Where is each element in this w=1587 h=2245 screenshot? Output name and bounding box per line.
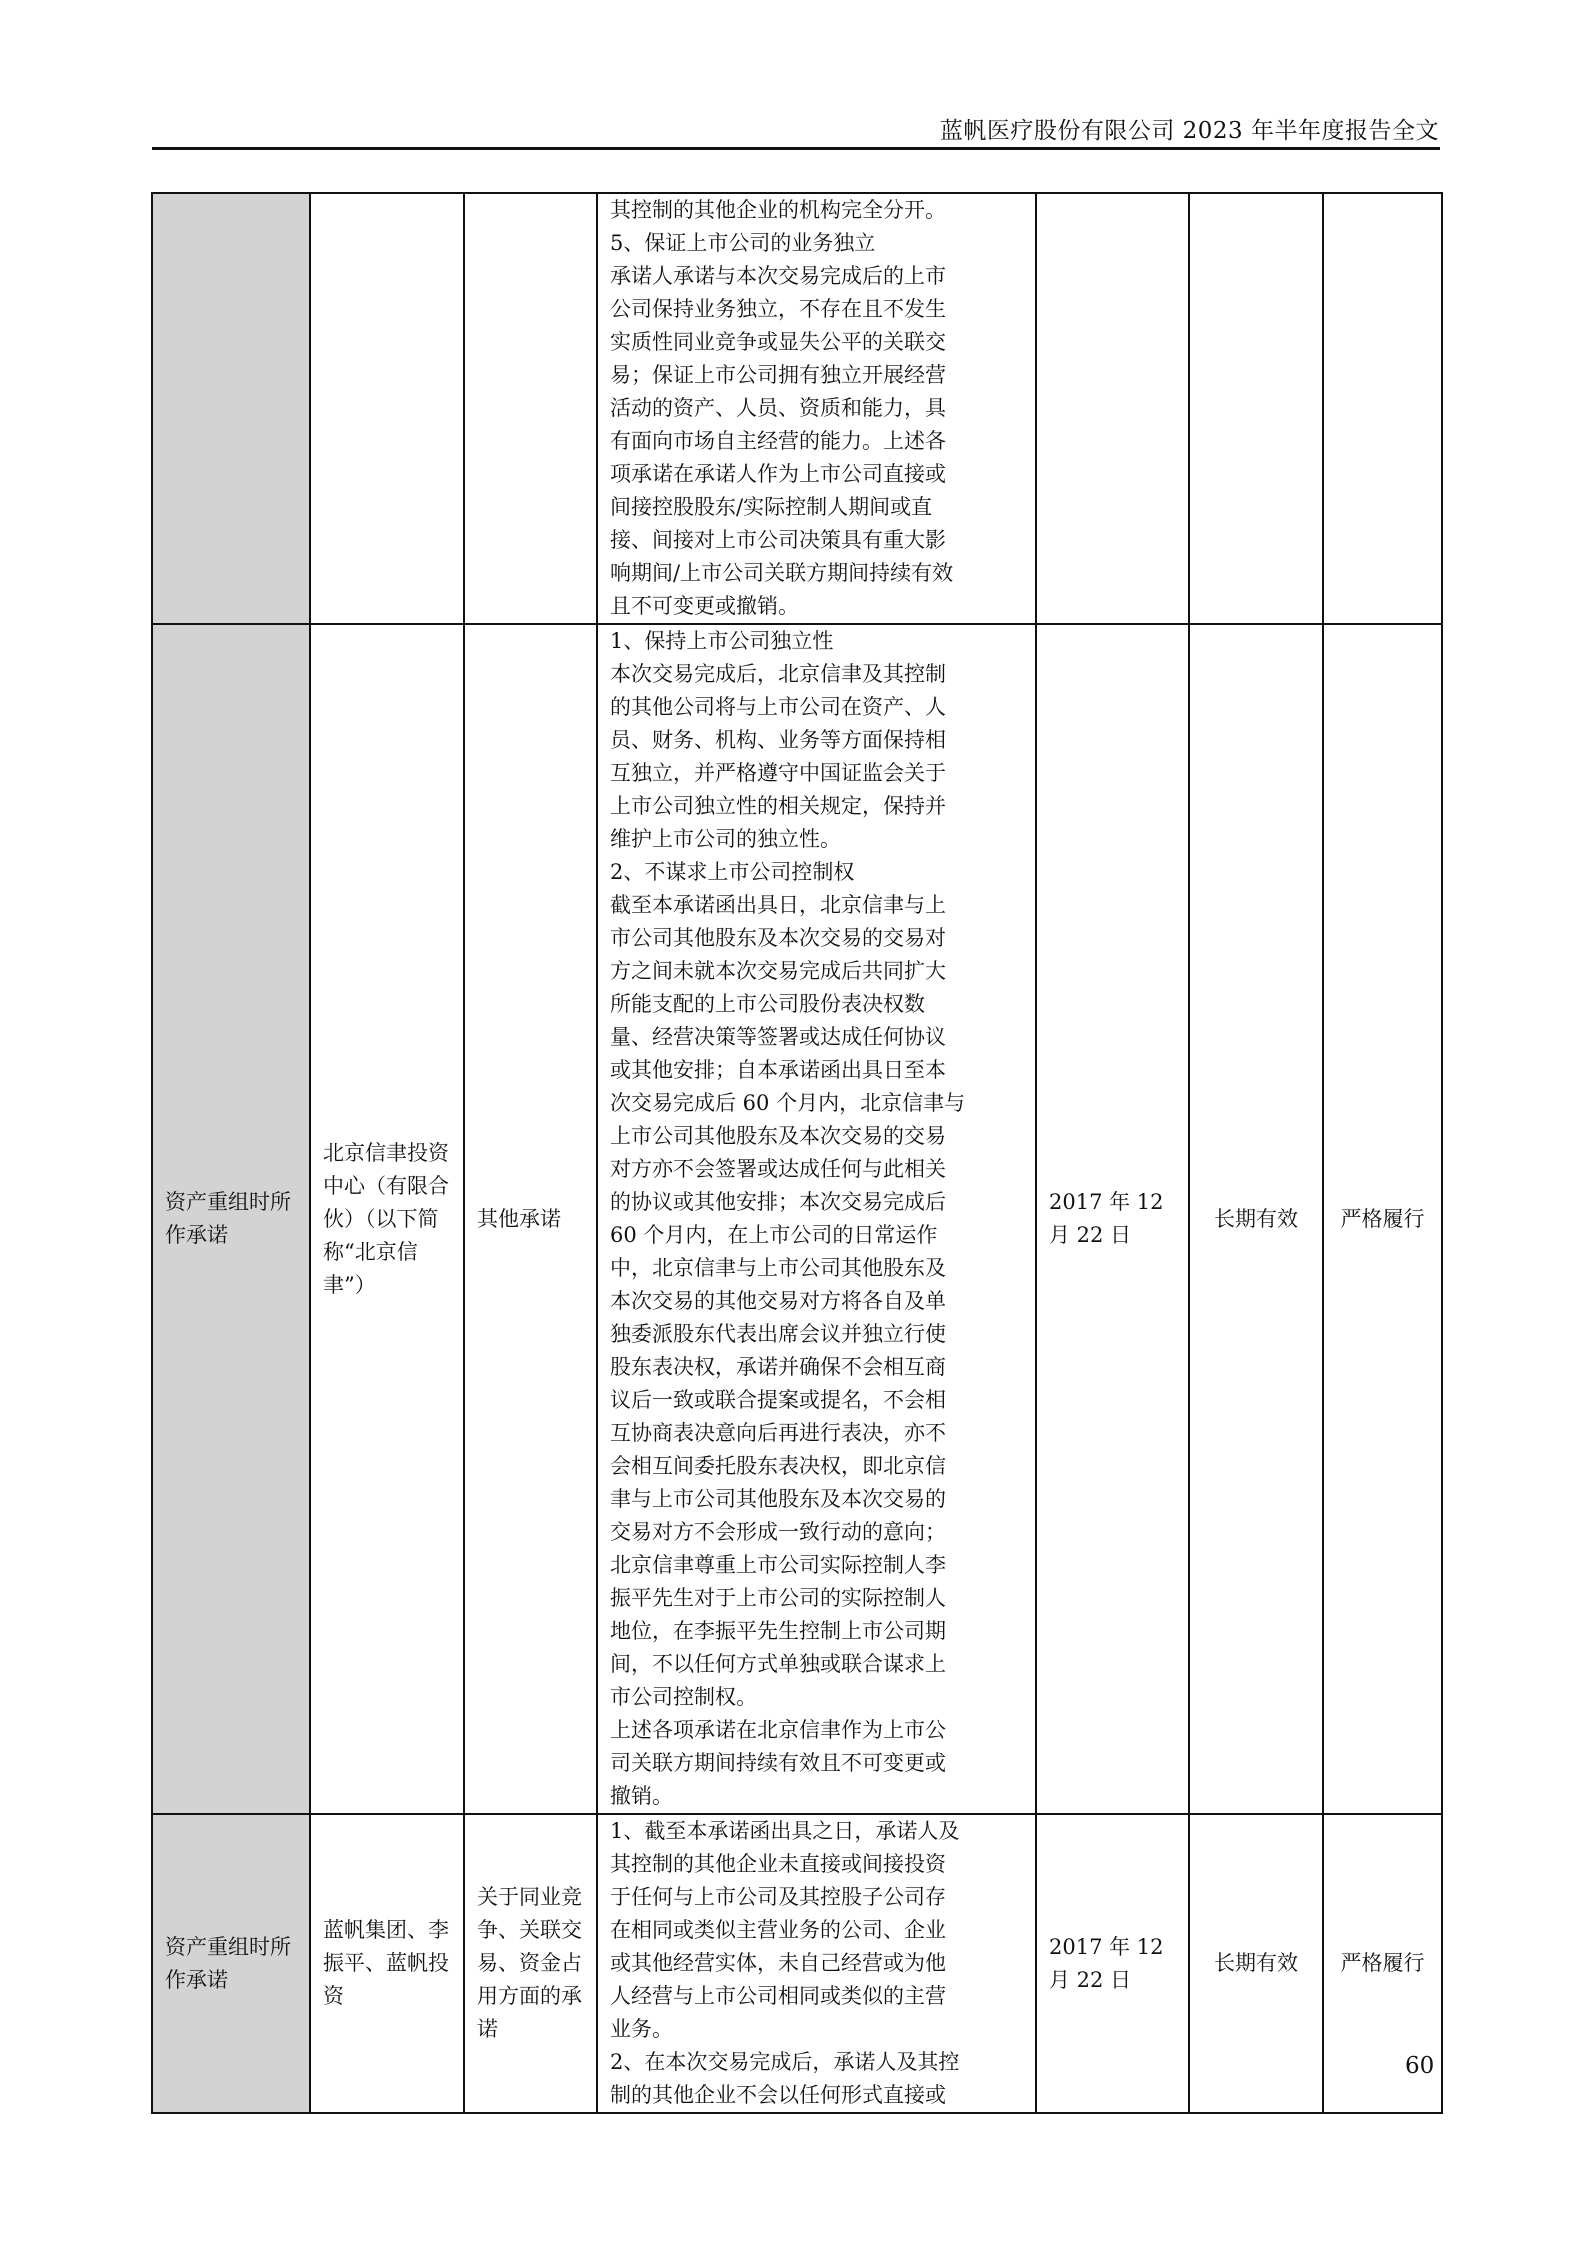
commitments-table <box>151 192 1443 2114</box>
table-row <box>152 624 1442 1814</box>
promisor-cell: 蓝帆集团、李振平、蓝帆投资 <box>310 1814 464 2113</box>
content-line: 项承诺在承诺人作为上市公司直接或 <box>610 462 946 486</box>
commitment-date-cell: 2017 年 12 月 22 日 <box>1036 1814 1189 2113</box>
content-line: 60 个月内，在上市公司的日常运作 <box>610 1223 938 1247</box>
commitment-type-cell: 其他承诺 <box>464 624 597 1814</box>
content-line: 制的其他企业不会以任何形式直接或 <box>610 2083 946 2107</box>
content-line: 间接控股股东/实际控制人期间或直 <box>610 495 933 519</box>
content-line: 量、经营决策等签署或达成任何协议 <box>610 1025 946 1049</box>
content-line: 2、在本次交易完成后，承诺人及其控 <box>610 2050 960 2074</box>
content-line: 司关联方期间持续有效且不可变更或 <box>610 1751 946 1775</box>
commitment-date-cell <box>1036 193 1189 624</box>
content-line: 市公司控制权。 <box>610 1685 757 1709</box>
content-line: 振平先生对于上市公司的实际控制人 <box>610 1586 946 1610</box>
content-line: 交易对方不会形成一致行动的意向； <box>610 1520 946 1544</box>
content-line: 接、间接对上市公司决策具有重大影 <box>610 528 946 552</box>
content-line: 实质性同业竞争或显失公平的关联交 <box>610 330 946 354</box>
content-line: 互独立，并严格遵守中国证监会关于 <box>610 761 946 785</box>
commitment-term-cell: 长期有效 <box>1189 1814 1323 2113</box>
content-line: 活动的资产、人员、资质和能力，具 <box>610 396 946 420</box>
content-line: 上市公司其他股东及本次交易的交易 <box>610 1124 946 1148</box>
table-row <box>152 1814 1442 2113</box>
content-line: 会相互间委托股东表决权，即北京信 <box>610 1454 946 1478</box>
content-line: 易；保证上市公司拥有独立开展经营 <box>610 363 946 387</box>
category-cell <box>152 193 310 624</box>
content-line: 2、不谋求上市公司控制权 <box>610 860 855 884</box>
commitment-content-cell <box>597 624 1036 1814</box>
category-cell: 资产重组时所作承诺 <box>152 1814 310 2113</box>
fulfillment-status-cell: 严格履行 <box>1323 1814 1442 2113</box>
commitment-term-cell: 长期有效 <box>1189 624 1323 1814</box>
commitment-type-cell <box>464 193 597 624</box>
content-line: 间，不以任何方式单独或联合谋求上 <box>610 1652 946 1676</box>
content-line: 本次交易的其他交易对方将各自及单 <box>610 1289 946 1313</box>
content-line: 市公司其他股东及本次交易的交易对 <box>610 926 946 950</box>
commitment-date-cell: 2017 年 12 月 22 日 <box>1036 624 1189 1814</box>
fulfillment-status-cell: 严格履行 <box>1323 624 1442 1814</box>
content-line: 在相同或类似主营业务的公司、企业 <box>610 1918 946 1942</box>
promisor-cell: 北京信聿投资中心（有限合伙）（以下简称“北京信聿”） <box>310 624 464 1814</box>
content-line: 其控制的其他企业未直接或间接投资 <box>610 1852 946 1876</box>
content-line: 于任何与上市公司及其控股子公司存 <box>610 1885 946 1909</box>
commitment-term-cell <box>1189 193 1323 624</box>
content-line: 中，北京信聿与上市公司其他股东及 <box>610 1256 946 1280</box>
table-row <box>152 193 1442 624</box>
content-line: 聿与上市公司其他股东及本次交易的 <box>610 1487 946 1511</box>
content-line: 公司保持业务独立，不存在且不发生 <box>610 297 946 321</box>
header-divider <box>152 147 1440 150</box>
commitment-type-cell: 关于同业竞争、关联交易、资金占用方面的承诺 <box>464 1814 597 2113</box>
content-line: 撤销。 <box>610 1784 673 1808</box>
commitment-content-cell <box>597 1814 1036 2113</box>
content-line: 方之间未就本次交易完成后共同扩大 <box>610 959 946 983</box>
content-line: 对方亦不会签署或达成任何与此相关 <box>610 1157 946 1181</box>
content-line: 1、保持上市公司独立性 <box>610 629 834 653</box>
content-line: 其控制的其他企业的机构完全分开。 <box>610 198 946 222</box>
content-line: 独委派股东代表出席会议并独立行使 <box>610 1322 946 1346</box>
content-line: 上市公司独立性的相关规定，保持并 <box>610 794 946 818</box>
content-line: 截至本承诺函出具日，北京信聿与上 <box>610 893 946 917</box>
content-line: 本次交易完成后，北京信聿及其控制 <box>610 662 946 686</box>
content-line: 有面向市场自主经营的能力。上述各 <box>610 429 946 453</box>
content-line: 且不可变更或撤销。 <box>610 594 799 618</box>
content-line: 互协商表决意向后再进行表决，亦不 <box>610 1421 946 1445</box>
content-line: 上述各项承诺在北京信聿作为上市公 <box>610 1718 946 1742</box>
content-line: 维护上市公司的独立性。 <box>610 827 841 851</box>
content-line: 或其他经营实体，未自己经营或为他 <box>610 1951 946 1975</box>
content-line: 次交易完成后 60 个月内，北京信聿与 <box>610 1091 966 1115</box>
content-line: 股东表决权，承诺并确保不会相互商 <box>610 1355 946 1379</box>
content-line: 人经营与上市公司相同或类似的主营 <box>610 1984 946 2008</box>
content-line: 的其他公司将与上市公司在资产、人 <box>610 695 946 719</box>
content-line: 业务。 <box>610 2017 673 2041</box>
content-line: 响期间/上市公司关联方期间持续有效 <box>610 561 954 585</box>
content-line: 北京信聿尊重上市公司实际控制人李 <box>610 1553 946 1577</box>
content-line: 地位，在李振平先生控制上市公司期 <box>610 1619 946 1643</box>
content-line: 所能支配的上市公司股份表决权数 <box>610 992 925 1016</box>
content-line: 议后一致或联合提案或提名，不会相 <box>610 1388 946 1412</box>
promisor-cell <box>310 193 464 624</box>
commitment-content-cell <box>597 193 1036 624</box>
content-line: 承诺人承诺与本次交易完成后的上市 <box>610 264 946 288</box>
page-number: 60 <box>1405 2053 1435 2079</box>
content-line: 的协议或其他安排；本次交易完成后 <box>610 1190 946 1214</box>
fulfillment-status-cell <box>1323 193 1442 624</box>
content-line: 1、截至本承诺函出具之日，承诺人及 <box>610 1819 960 1843</box>
category-cell: 资产重组时所作承诺 <box>152 624 310 1814</box>
content-line: 或其他安排；自本承诺函出具日至本 <box>610 1058 946 1082</box>
content-line: 5、保证上市公司的业务独立 <box>610 231 876 255</box>
content-line: 员、财务、机构、业务等方面保持相 <box>610 728 946 752</box>
report-header-title: 蓝帆医疗股份有限公司 2023 年半年度报告全文 <box>939 118 1439 144</box>
